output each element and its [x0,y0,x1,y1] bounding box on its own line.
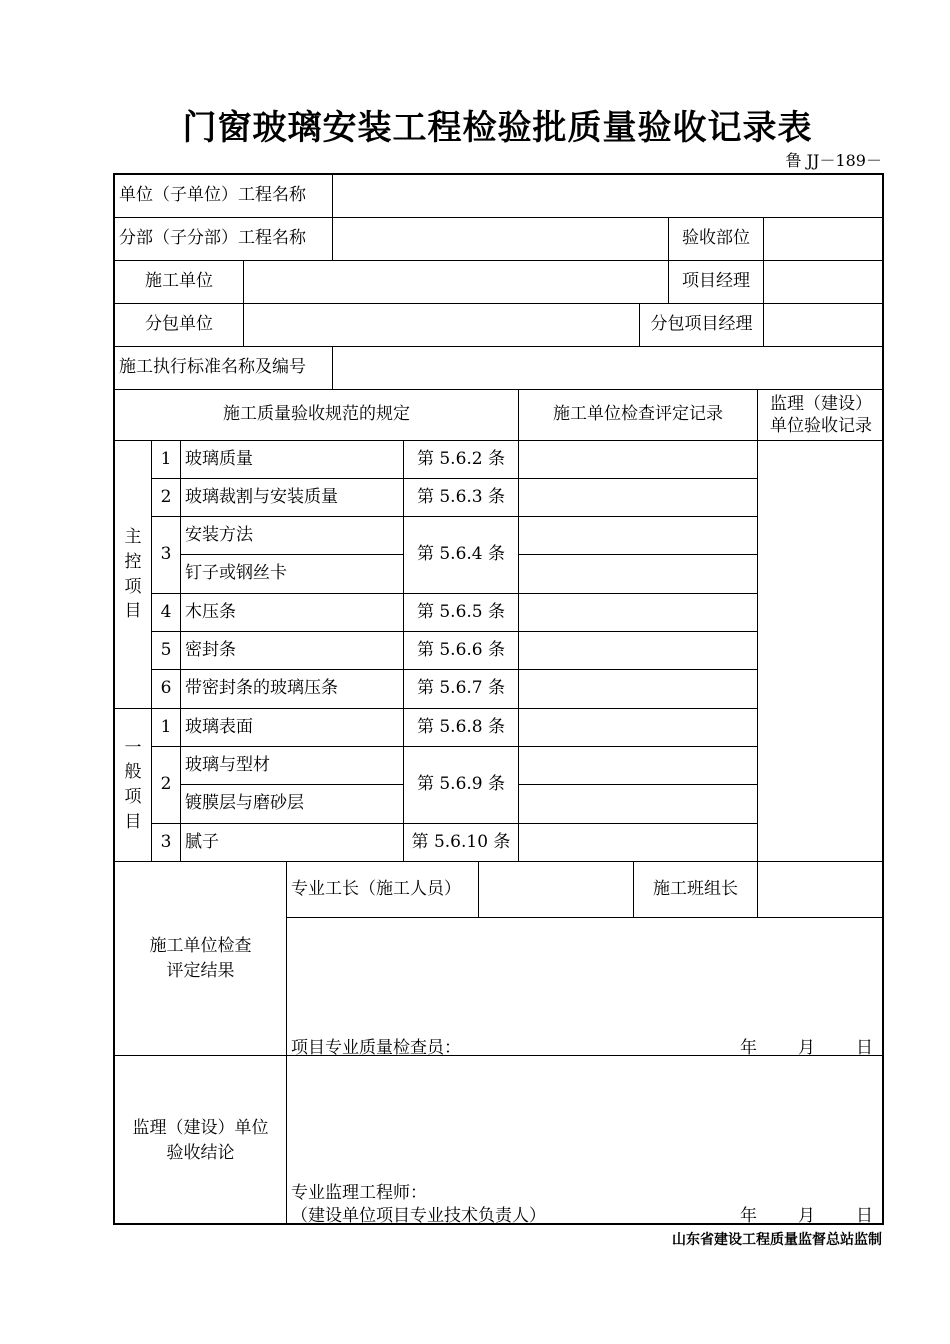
general-item-check-field[interactable] [519,709,758,747]
main-item-name: 玻璃质量 [181,441,404,479]
foreman-label: 专业工长（施工人员） [287,862,479,918]
acceptance-table [113,173,884,1225]
result-day-label: 日 [856,1038,873,1058]
supervision-header-line2: 单位验收记录 [770,416,872,436]
tech-lead-label: （建设单位项目专业技术负责人） [291,1206,546,1226]
unit-project-name-label: 单位（子单位）工程名称 [115,175,333,218]
supervision-conclusion-label: 监理（建设）单位 验收结论 [115,1056,287,1225]
project-manager-field[interactable] [764,261,884,304]
foreman-field[interactable] [479,862,634,918]
supervision-column-header [758,390,884,441]
main-control-group-label: 主 控 项 目 [115,441,152,709]
unit-project-name-field[interactable] [333,175,884,218]
main-item-clause: 第 5.6.4 条 [404,517,519,594]
main-item-clause: 第 5.6.2 条 [404,441,519,479]
form-code: 鲁 JJ－189－ [785,151,882,170]
general-item-name: 腻子 [181,824,404,862]
supervision-record-field[interactable] [758,441,884,862]
main-item-clause: 第 5.6.3 条 [404,479,519,517]
construction-unit-label: 施工单位 [115,261,244,304]
general-item-name: 镀膜层与磨砂层 [181,785,404,824]
main-item-name: 安装方法 [181,517,404,555]
main-item-name: 木压条 [181,594,404,632]
general-item-name: 玻璃表面 [181,709,404,747]
main-item-no: 5 [152,632,181,670]
general-item-clause: 第 5.6.8 条 [404,709,519,747]
conclusion-day-label: 日 [856,1206,873,1226]
acceptance-part-field[interactable] [764,218,884,261]
general-item-name: 玻璃与型材 [181,747,404,785]
main-item-no: 3 [152,517,181,594]
subcontract-unit-field[interactable] [244,304,640,347]
general-item-clause: 第 5.6.9 条 [404,747,519,824]
main-item-check-field[interactable] [519,594,758,632]
main-item-name: 带密封条的玻璃压条 [181,670,404,709]
main-item-clause: 第 5.6.6 条 [404,632,519,670]
general-item-check-field[interactable] [519,785,758,824]
team-leader-field[interactable] [758,862,884,918]
acceptance-part-label: 验收部位 [669,218,764,261]
project-manager-label: 项目经理 [669,261,764,304]
result-month-label: 月 [798,1038,815,1058]
main-item-name: 密封条 [181,632,404,670]
general-item-no: 2 [152,747,181,824]
general-item-no: 1 [152,709,181,747]
quality-inspector-label: 项目专业质量检查员： [291,1038,461,1058]
sub-project-name-field[interactable] [333,218,669,261]
general-item-clause: 第 5.6.10 条 [404,824,519,862]
main-item-name: 钉子或钢丝卡 [181,555,404,594]
main-item-check-field[interactable] [519,479,758,517]
standard-name-label: 施工执行标准名称及编号 [115,347,333,390]
main-item-check-field[interactable] [519,632,758,670]
general-item-check-field[interactable] [519,824,758,862]
footer-issuer: 山东省建设工程质量监督总站监制 [672,1232,882,1248]
main-item-clause: 第 5.6.5 条 [404,594,519,632]
main-item-no: 4 [152,594,181,632]
subcontract-unit-label: 分包单位 [115,304,244,347]
main-item-check-field[interactable] [519,555,758,594]
main-item-check-field[interactable] [519,441,758,479]
conclusion-year-label: 年 [740,1206,757,1226]
team-leader-label: 施工班组长 [634,862,758,918]
main-item-no: 2 [152,479,181,517]
general-group-label: 一 般 项 目 [115,709,152,862]
general-item-check-field[interactable] [519,747,758,785]
form-title: 门窗玻璃安装工程检验批质量验收记录表 [182,108,813,148]
main-item-name: 玻璃裁割与安装质量 [181,479,404,517]
construction-result-label: 施工单位检查 评定结果 [115,862,287,1056]
main-item-check-field[interactable] [519,517,758,555]
check-record-column-header: 施工单位检查评定记录 [519,390,758,441]
spec-column-header: 施工质量验收规范的规定 [115,390,519,441]
supervising-engineer-label: 专业监理工程师： [291,1183,427,1203]
main-item-clause: 第 5.6.7 条 [404,670,519,709]
supervision-header-line1: 监理（建设） [770,393,872,414]
subcontract-manager-label: 分包项目经理 [640,304,764,347]
result-year-label: 年 [740,1038,757,1058]
main-item-no: 1 [152,441,181,479]
main-item-no: 6 [152,670,181,709]
construction-unit-field[interactable] [244,261,669,304]
subcontract-manager-field[interactable] [764,304,884,347]
sub-project-name-label: 分部（子分部）工程名称 [115,218,333,261]
main-item-check-field[interactable] [519,670,758,709]
standard-name-field[interactable] [333,347,884,390]
conclusion-month-label: 月 [798,1206,815,1226]
general-item-no: 3 [152,824,181,862]
